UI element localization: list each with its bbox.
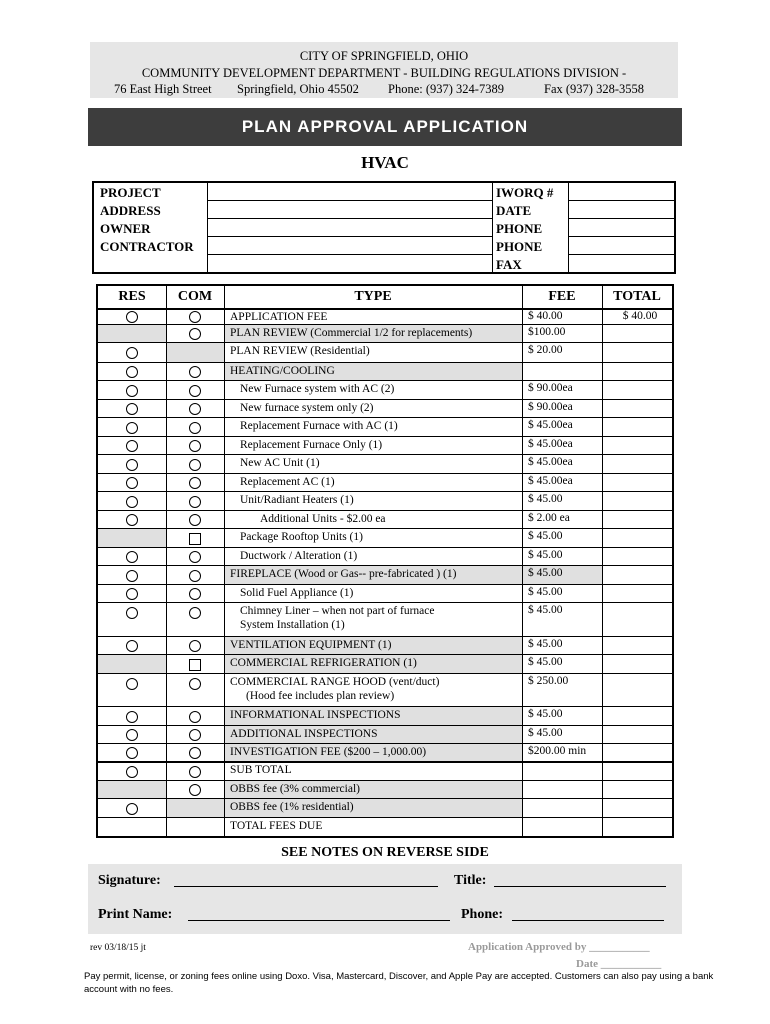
- com-checkbox[interactable]: [189, 766, 201, 778]
- res-checkbox[interactable]: [126, 570, 138, 582]
- res-checkbox[interactable]: [126, 678, 138, 690]
- project-field[interactable]: [208, 183, 492, 200]
- com-checkbox[interactable]: [189, 403, 201, 415]
- col-header-com: COM: [177, 289, 213, 304]
- res-checkbox[interactable]: [126, 347, 138, 359]
- fee-type: PLAN REVIEW (Commercial 1/2 for replacements): [230, 327, 473, 339]
- fee-amount: $ 45.00: [528, 604, 563, 616]
- fee-amount: $ 45.00ea: [528, 438, 573, 450]
- owner-label: OWNER: [100, 221, 151, 236]
- fee-amount: $ 45.00ea: [528, 419, 573, 431]
- res-checkbox[interactable]: [126, 803, 138, 815]
- res-checkbox[interactable]: [126, 311, 138, 323]
- fee-type: Ductwork / Alteration (1): [240, 550, 358, 562]
- fee-row: [98, 584, 672, 602]
- com-checkbox[interactable]: [189, 747, 201, 759]
- com-checkbox[interactable]: [189, 533, 201, 545]
- fee-type: COMMERCIAL REFRIGERATION (1): [230, 657, 417, 669]
- fee-amount: $ 20.00: [528, 344, 563, 356]
- com-checkbox[interactable]: [189, 311, 201, 323]
- com-checkbox[interactable]: [189, 422, 201, 434]
- fee-amount: $ 45.00: [528, 493, 563, 505]
- fee-amount: $ 45.00: [528, 530, 563, 542]
- fee-amount: $200.00 min: [528, 745, 587, 757]
- fee-amount: $ 2.00 ea: [528, 512, 570, 524]
- fee-type: Chimney Liner – when not part of furnace: [240, 605, 435, 617]
- fee-type: Additional Units - $2.00 ea: [260, 513, 386, 525]
- fee-row: [98, 798, 672, 817]
- com-checkbox[interactable]: [189, 514, 201, 526]
- city-state-zip: Springfield, Ohio 45502: [237, 82, 359, 96]
- fee-row: [98, 743, 672, 761]
- phone-signature-label: Phone:: [461, 907, 503, 922]
- fee-row: [98, 673, 672, 706]
- fee-row: [98, 706, 672, 725]
- fee-row: [98, 454, 672, 473]
- city-name: CITY OF SPRINGFIELD, OHIO: [299, 49, 469, 63]
- fee-amount: $ 45.00: [528, 656, 563, 668]
- res-checkbox[interactable]: [126, 514, 138, 526]
- fee-type: Replacement Furnace with AC (1): [240, 420, 398, 432]
- fee-type: New furnace system only (2): [240, 402, 374, 414]
- fee-row: [98, 654, 672, 673]
- signature-block: [88, 864, 682, 934]
- fee-type-detail: (Hood fee includes plan review): [246, 690, 395, 702]
- phone-signature-line[interactable]: [512, 906, 664, 921]
- form-title-banner: PLAN APPROVAL APPLICATION: [88, 108, 682, 146]
- fee-row: [98, 324, 672, 342]
- res-checkbox[interactable]: [126, 440, 138, 452]
- fee-type: FIREPLACE (Wood or Gas-- pre-fabricated ) (1): [230, 568, 457, 580]
- fee-row: [98, 491, 672, 510]
- address-label: ADDRESS: [100, 203, 161, 218]
- com-checkbox[interactable]: [189, 659, 201, 671]
- fee-row: [98, 342, 672, 362]
- com-checkbox[interactable]: [189, 440, 201, 452]
- fee-type: Package Rooftop Units (1): [240, 531, 363, 543]
- fee-type: COMMERCIAL RANGE HOOD (vent/duct): [230, 676, 440, 688]
- header-block: [90, 42, 678, 98]
- fee-type: Replacement Furnace Only (1): [240, 439, 383, 451]
- signature-line[interactable]: [174, 872, 438, 887]
- fee-type: INFORMATIONAL INSPECTIONS: [230, 709, 401, 721]
- contractor-field[interactable]: [208, 237, 492, 254]
- com-checkbox[interactable]: [189, 459, 201, 471]
- fee-amount: $ 45.00: [528, 708, 563, 720]
- com-checkbox[interactable]: [189, 711, 201, 723]
- fee-row: [98, 565, 672, 584]
- res-checkbox[interactable]: [126, 607, 138, 619]
- print-name-label: Print Name:: [98, 907, 173, 922]
- fax-number: Fax (937) 328-3558: [544, 82, 644, 96]
- com-checkbox[interactable]: [189, 385, 201, 397]
- fee-type: OBBS fee (1% residential): [230, 801, 354, 813]
- fax-label: FAX: [496, 257, 522, 272]
- fee-row: [98, 473, 672, 491]
- fee-row: [98, 380, 672, 399]
- com-checkbox[interactable]: [189, 366, 201, 378]
- fee-row: [98, 761, 672, 780]
- fee-type: HEATING/COOLING: [230, 365, 335, 377]
- fee-amount: $ 90.00ea: [528, 382, 573, 394]
- fee-type: INVESTIGATION FEE ($200 – 1,000.00): [230, 746, 427, 758]
- res-checkbox[interactable]: [126, 403, 138, 415]
- fax-field[interactable]: [569, 255, 674, 272]
- com-checkbox[interactable]: [189, 477, 201, 489]
- fee-table: [96, 284, 674, 838]
- fee-amount: $ 45.00ea: [528, 456, 573, 468]
- fee-row: [98, 510, 672, 528]
- title-label: Title:: [454, 873, 487, 888]
- fee-row: [98, 725, 672, 743]
- col-header-res: RES: [118, 289, 146, 304]
- approval-date-line: Date ___________: [576, 958, 662, 970]
- fee-type: New AC Unit (1): [240, 457, 320, 469]
- fee-row: [98, 817, 672, 836]
- project-label: PROJECT: [100, 185, 161, 200]
- fee-row: [98, 436, 672, 454]
- payment-note: Pay permit, license, or zoning fees online using Doxo. Visa, Mastercard, Discover, and Apple Pay are accepted. Customers can also pay using a bank account with no fees.: [84, 971, 714, 995]
- col-header-fee: FEE: [548, 289, 576, 304]
- fee-amount: $ 45.00: [528, 638, 563, 650]
- fee-row: [98, 308, 672, 324]
- phone-field[interactable]: [569, 219, 674, 236]
- com-checkbox[interactable]: [189, 496, 201, 508]
- form-subtitle: HVAC: [361, 153, 409, 172]
- res-checkbox[interactable]: [126, 459, 138, 471]
- res-checkbox[interactable]: [126, 729, 138, 741]
- title-line[interactable]: [494, 872, 666, 887]
- com-checkbox[interactable]: [189, 729, 201, 741]
- print-name-line[interactable]: [188, 906, 450, 921]
- col-header-total: TOTAL: [613, 289, 661, 304]
- res-checkbox[interactable]: [126, 551, 138, 563]
- res-checkbox[interactable]: [126, 477, 138, 489]
- com-checkbox[interactable]: [189, 588, 201, 600]
- approved-by-line: Application Approved by ___________: [468, 941, 650, 953]
- res-checkbox[interactable]: [126, 422, 138, 434]
- fee-total[interactable]: $ 40.00: [622, 310, 658, 322]
- res-checkbox[interactable]: [126, 747, 138, 759]
- com-checkbox[interactable]: [189, 328, 201, 340]
- com-checkbox[interactable]: [189, 607, 201, 619]
- contractor-phone-label: PHONE: [496, 239, 543, 254]
- fee-row: [98, 362, 672, 380]
- fee-row: [98, 547, 672, 565]
- fee-amount: $ 45.00: [528, 586, 563, 598]
- street-address: 76 East High Street: [114, 82, 212, 96]
- fee-amount: $100.00: [528, 326, 566, 338]
- owner-field[interactable]: [208, 219, 492, 236]
- res-checkbox[interactable]: [126, 385, 138, 397]
- fee-type: Unit/Radiant Heaters (1): [240, 494, 354, 506]
- signature-label: Signature:: [98, 873, 161, 888]
- fee-type: PLAN REVIEW (Residential): [230, 345, 370, 357]
- date-label: DATE: [496, 203, 532, 218]
- fee-type: New Furnace system with AC (2): [240, 383, 395, 395]
- res-checkbox[interactable]: [126, 640, 138, 652]
- fee-amount: $ 45.00ea: [528, 475, 573, 487]
- fee-amount: $ 250.00: [528, 675, 569, 687]
- com-checkbox[interactable]: [189, 678, 201, 690]
- phone-label: PHONE: [496, 221, 543, 236]
- revision-note: rev 03/18/15 jt: [90, 943, 146, 953]
- fee-type-detail: System Installation (1): [240, 619, 345, 631]
- fee-row: [98, 602, 672, 636]
- fee-type: TOTAL FEES DUE: [230, 820, 323, 832]
- fee-amount: $ 45.00: [528, 567, 563, 579]
- fee-amount: $ 45.00: [528, 549, 563, 561]
- fee-type: SUB TOTAL: [230, 764, 292, 776]
- reverse-side-note: SEE NOTES ON REVERSE SIDE: [281, 845, 489, 860]
- fee-row: [98, 399, 672, 417]
- fee-type: OBBS fee (3% commercial): [230, 783, 360, 795]
- fee-row: [98, 780, 672, 798]
- com-checkbox[interactable]: [189, 570, 201, 582]
- fee-row: [98, 636, 672, 654]
- fee-amount: $ 45.00: [528, 727, 563, 739]
- fee-type: ADDITIONAL INSPECTIONS: [230, 728, 378, 740]
- res-checkbox[interactable]: [126, 366, 138, 378]
- contractor-phone-field[interactable]: [569, 237, 674, 254]
- fee-type: Solid Fuel Appliance (1): [240, 587, 354, 599]
- com-checkbox[interactable]: [189, 640, 201, 652]
- fee-amount: $ 40.00: [528, 310, 563, 322]
- fee-amount: $ 90.00ea: [528, 401, 573, 413]
- iworq-field[interactable]: [569, 183, 674, 200]
- res-checkbox[interactable]: [126, 496, 138, 508]
- phone-number: Phone: (937) 324-7389: [388, 82, 504, 96]
- res-checkbox[interactable]: [126, 711, 138, 723]
- res-checkbox[interactable]: [126, 766, 138, 778]
- iworq-label: IWORQ #: [496, 185, 554, 200]
- date-field[interactable]: [569, 201, 674, 218]
- res-checkbox[interactable]: [126, 588, 138, 600]
- fee-row: [98, 528, 672, 547]
- fee-type: APPLICATION FEE: [230, 311, 328, 323]
- com-checkbox[interactable]: [189, 551, 201, 563]
- project-info-box: [92, 181, 676, 274]
- com-checkbox[interactable]: [189, 784, 201, 796]
- col-header-type: TYPE: [354, 289, 392, 304]
- contact-line: [90, 81, 678, 98]
- address-field[interactable]: [208, 201, 492, 218]
- fee-type: Replacement AC (1): [240, 476, 335, 488]
- contractor-label: CONTRACTOR: [100, 239, 194, 254]
- fee-type: VENTILATION EQUIPMENT (1): [230, 639, 392, 651]
- department-name: COMMUNITY DEVELOPMENT DEPARTMENT - BUILDING REGULATIONS DIVISION -: [141, 65, 627, 80]
- fee-row: [98, 417, 672, 436]
